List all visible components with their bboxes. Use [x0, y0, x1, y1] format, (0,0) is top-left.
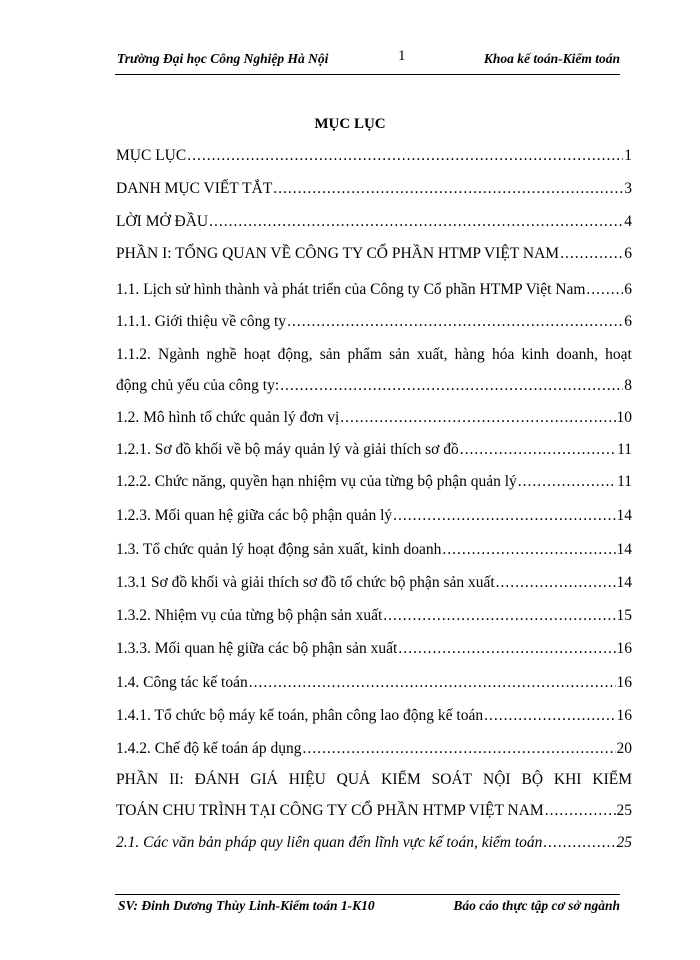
- toc-leader-dots: [287, 313, 623, 331]
- toc-entry-page: 14: [616, 507, 632, 524]
- toc-entry-page: 20: [616, 740, 632, 757]
- toc-entry-page: 11: [617, 441, 632, 458]
- toc-entry-page: 25: [616, 834, 632, 851]
- toc-entry[interactable]: [116, 147, 632, 165]
- toc-leader-dots: [460, 441, 616, 459]
- header-page-number: 1: [398, 48, 406, 64]
- toc-entry-page: 11: [617, 473, 632, 490]
- toc-entry[interactable]: [116, 834, 632, 852]
- toc-entry-page: 8: [624, 377, 632, 394]
- header-faculty: Khoa kế toán-Kiểm toán: [483, 51, 620, 66]
- toc-leader-dots: [393, 507, 615, 525]
- header-rule: [115, 74, 620, 75]
- header-school: Trường Đại học Công Nghiệp Hà Nội: [117, 51, 329, 66]
- toc-entry-page: 16: [616, 640, 632, 657]
- toc-leader-dots: [280, 377, 623, 395]
- page-title: MỤC LỤC: [314, 116, 386, 132]
- toc-leader-dots: [303, 740, 616, 758]
- toc-entry[interactable]: [116, 346, 632, 395]
- toc-entry[interactable]: [116, 245, 632, 263]
- footer-student: SV: Đinh Dương Thùy Linh-Kiểm toán 1-K10: [118, 898, 375, 913]
- toc-entry-page: 6: [624, 281, 632, 298]
- toc-entry-title-line1: 1.1.2. Ngành nghề hoạt động, sản phẩm sản xuất, hàng hóa kinh doanh, hoạt: [116, 346, 632, 363]
- toc-leader-dots: [518, 473, 616, 491]
- toc-entry[interactable]: [116, 574, 632, 592]
- toc-entry-title: DANH MỤC VIẾT TẮT: [116, 180, 273, 197]
- toc-entry-page: 14: [616, 574, 632, 591]
- toc-entry-title: 1.4.1. Tổ chức bộ máy kế toán, phân công lao động kế toán: [116, 707, 484, 724]
- toc-entry-title: 1.4.2. Chế độ kế toán áp dụng: [116, 740, 302, 757]
- toc-entry-page: 16: [616, 674, 632, 691]
- toc-entry-title: 2.1. Các văn bản pháp quy liên quan đến lĩnh vực kế toán, kiểm toán: [116, 834, 543, 851]
- toc-entry[interactable]: [116, 740, 632, 758]
- toc-entry-title: 1.3.1 Sơ đồ khối và giải thích sơ đồ tổ chức bộ phận sản xuất: [116, 574, 495, 591]
- toc-entry-page: 6: [624, 313, 632, 330]
- toc-entry[interactable]: [116, 441, 632, 459]
- toc-entry-title: LỜI MỞ ĐẦU: [116, 213, 209, 230]
- toc-leader-dots: [249, 674, 616, 692]
- toc-entry[interactable]: [116, 313, 632, 331]
- toc-entry[interactable]: [116, 607, 632, 625]
- toc-entry-title: 1.2. Mô hình tổ chức quản lý đơn vị: [116, 409, 340, 426]
- toc-entry-title: 1.3.2. Nhiệm vụ của từng bộ phận sản xuất: [116, 607, 383, 624]
- toc-entry[interactable]: [116, 213, 632, 231]
- toc-entry[interactable]: [116, 180, 632, 198]
- toc-entry-title: MỤC LỤC: [116, 147, 187, 164]
- toc-entry-page: 4: [624, 213, 632, 230]
- toc-leader-dots: [398, 640, 615, 658]
- toc-leader-dots: [484, 707, 615, 725]
- toc-leader-dots: [545, 802, 616, 820]
- toc-entry-title: TOÁN CHU TRÌNH TẠI CÔNG TY CỔ PHẦN HTMP VIỆT NAM: [116, 802, 544, 819]
- toc-entry-title: 1.1. Lịch sử hình thành và phát triển của Công ty Cổ phần HTMP Việt Nam: [116, 281, 586, 298]
- toc-entry-page: 25: [616, 802, 632, 819]
- toc-entry-page: 14: [616, 541, 632, 558]
- toc-leader-dots: [560, 245, 623, 263]
- toc-entry-title: PHẦN I: TỔNG QUAN VỀ CÔNG TY CỔ PHẦN HTMP VIỆT NAM: [116, 245, 560, 262]
- toc-leader-dots: [543, 834, 615, 852]
- toc-entry[interactable]: [116, 640, 632, 658]
- toc-entry-title: 1.3. Tổ chức quản lý hoạt động sản xuất, kinh doanh: [116, 541, 442, 558]
- toc-entry-page: 6: [624, 245, 632, 262]
- toc-entry[interactable]: [116, 707, 632, 725]
- toc-entry-page: 1: [624, 147, 632, 164]
- toc-leader-dots: [273, 180, 623, 198]
- toc-entry-title: 1.2.3. Mối quan hệ giữa các bộ phận quản lý: [116, 507, 393, 524]
- toc-leader-dots: [187, 147, 623, 165]
- toc-leader-dots: [586, 281, 623, 299]
- toc-entry[interactable]: [116, 409, 632, 427]
- toc-entry[interactable]: [116, 473, 632, 491]
- toc-entry-title: 1.4. Công tác kế toán: [116, 674, 248, 691]
- toc-entry-title: động chủ yếu của công ty:: [116, 377, 280, 394]
- footer-rule: [115, 894, 620, 895]
- toc-leader-dots: [383, 607, 615, 625]
- toc-entry-page: 15: [616, 607, 632, 624]
- toc-entry[interactable]: [116, 771, 632, 820]
- toc-entry-page: 3: [624, 180, 632, 197]
- toc-entry-title: 1.2.2. Chức năng, quyền hạn nhiệm vụ của từng bộ phận quản lý: [116, 473, 517, 490]
- toc-entry[interactable]: [116, 674, 632, 692]
- toc-leader-dots: [340, 409, 615, 427]
- toc-leader-dots: [209, 213, 623, 231]
- toc-entry-title: 1.3.3. Mối quan hệ giữa các bộ phận sản xuất: [116, 640, 398, 657]
- toc-entry-page: 16: [616, 707, 632, 724]
- toc-entry[interactable]: [116, 541, 632, 559]
- page-header: [115, 48, 620, 72]
- toc-entry[interactable]: [116, 281, 632, 299]
- toc-leader-dots: [496, 574, 616, 592]
- footer-report-type: Báo cáo thực tập cơ sở ngành: [453, 898, 620, 913]
- toc-entry-title: 1.1.1. Giới thiệu về công ty: [116, 313, 287, 330]
- toc-leader-dots: [442, 541, 615, 559]
- toc-entry-title-line1: PHẦN II: ĐÁNH GIÁ HIỆU QUẢ KIỂM SOÁT NỘI BỘ KHI KIỂM: [116, 771, 632, 788]
- toc-entry-page: 10: [616, 409, 632, 426]
- toc-entry-title: 1.2.1. Sơ đồ khối về bộ máy quản lý và giải thích sơ đồ: [116, 441, 459, 458]
- toc-entry[interactable]: [116, 507, 632, 525]
